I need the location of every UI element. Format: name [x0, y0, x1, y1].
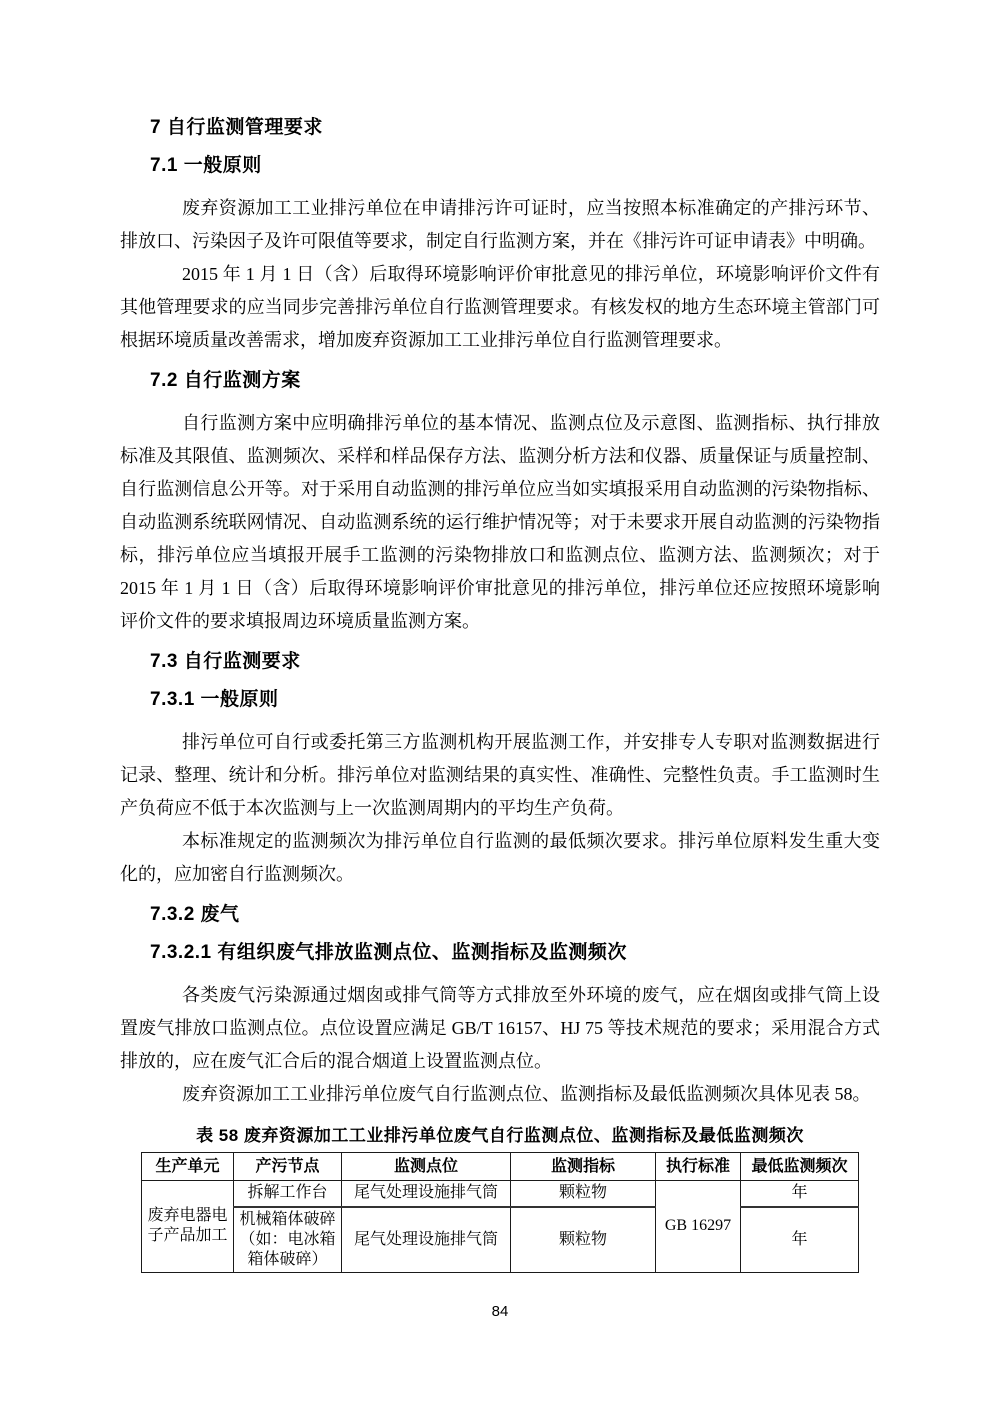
cell-indicator: 颗粒物: [511, 1181, 656, 1207]
table-row: [142, 1207, 859, 1273]
heading-section-7: 7 自行监测管理要求: [150, 117, 323, 138]
cell-pollution-node: 拆解工作台: [234, 1181, 342, 1207]
heading-section-7-3: 7.3 自行监测要求: [150, 651, 301, 672]
table-header-row: [142, 1153, 859, 1181]
cell-frequency: 年: [741, 1181, 859, 1207]
header-cell-production-unit: 生产单元: [142, 1153, 234, 1181]
header-cell-monitoring-point: 监测点位: [342, 1153, 511, 1181]
heading-section-7-3-2-1: 7.3.2.1 有组织废气排放监测点位、监测指标及监测频次: [150, 942, 627, 963]
heading-section-7-3-2: 7.3.2 废气: [150, 904, 240, 925]
header-cell-pollution-node: 产污节点: [234, 1153, 342, 1181]
paragraph-7-3-1-a: 排污单位可自行或委托第三方监测机构开展监测工作，并安排专人专职对监测数据进行记录、整理、统计和分析。排污单位对监测结果的真实性、准确性、完整性负责。手工监测时生产负荷应不低于本次监测与上一次监测周期内的平均生产负荷。: [120, 732, 880, 818]
cell-monitoring-point: 尾气处理设施排气筒: [342, 1181, 511, 1207]
cell-pollution-node: 机械箱体破碎（如：电冰箱箱体破碎）: [234, 1207, 342, 1273]
paragraph-7-2-a: 自行监测方案中应明确排污单位的基本情况、监测点位及示意图、监测指标、执行排放标准及其限值、监测频次、采样和样品保存方法、监测分析方法和仪器、质量保证与质量控制、自行监测信息公开等。对于采用自动监测的排污单位应当如实填报采用自动监测的污染物指标、自动监测系统联网情况、自动监测系统的运行维护情况等；对于未要求开展自动监测的污染物指标，排污单位应当填报开展手工监测的污染物排放口和监测点位、监测方法、监测频次；对于 2015 年 1 月 1 日（含）后取得环境影响评价审批意见的排污单位，排污单位还应按照环境影响评价文件的要求填报周边环境质量监测方案。: [120, 413, 880, 631]
paragraph-7-1-b: 2015 年 1 月 1 日（含）后取得环境影响评价审批意见的排污单位，环境影响评价文件有其他管理要求的应当同步完善排污单位自行监测管理要求。有核发权的地方生态环境主管部门可根据环境质量改善需求，增加废弃资源加工工业排污单位自行监测管理要求。: [120, 264, 880, 350]
cell-indicator: 颗粒物: [511, 1207, 656, 1273]
table-58-caption: 表 58 废弃资源加工工业排污单位废气自行监测点位、监测指标及最低监测频次: [196, 1126, 804, 1145]
header-cell-standard: 执行标准: [656, 1153, 741, 1181]
cell-frequency: 年: [741, 1207, 859, 1273]
paragraph-7-3-2-1-a: 各类废气污染源通过烟囱或排气筒等方式排放至外环境的废气，应在烟囱或排气筒上设置废气排放口监测点位。点位设置应满足 GB/T 16157、HJ 75 等技术规范的要求；采用混合方式排放的，应在废气汇合后的混合烟道上设置监测点位。: [120, 985, 880, 1071]
cell-standard: GB 16297: [656, 1181, 741, 1273]
heading-section-7-1: 7.1 一般原则: [150, 155, 262, 176]
table-row: [142, 1181, 859, 1207]
cell-monitoring-point: 尾气处理设施排气筒: [342, 1207, 511, 1273]
header-cell-frequency: 最低监测频次: [741, 1153, 859, 1181]
paragraph-7-1-a: 废弃资源加工工业排污单位在申请排污许可证时，应当按照本标准确定的产排污环节、排放口、污染因子及许可限值等要求，制定自行监测方案，并在《排污许可证申请表》中明确。: [120, 198, 880, 251]
page-number: 84: [491, 1302, 509, 1320]
monitoring-table: [141, 1152, 859, 1273]
paragraph-7-3-2-1-b: 废弃资源加工工业排污单位废气自行监测点位、监测指标及最低监测频次具体见表 58。: [182, 1084, 871, 1104]
heading-section-7-3-1: 7.3.1 一般原则: [150, 689, 279, 710]
cell-production-unit: 废弃电器电子产品加工: [142, 1181, 234, 1273]
paragraph-7-3-1-b: 本标准规定的监测频次为排污单位自行监测的最低频次要求。排污单位原料发生重大变化的，应加密自行监测频次。: [120, 831, 880, 884]
heading-section-7-2: 7.2 自行监测方案: [150, 370, 301, 391]
header-cell-indicator: 监测指标: [511, 1153, 656, 1181]
